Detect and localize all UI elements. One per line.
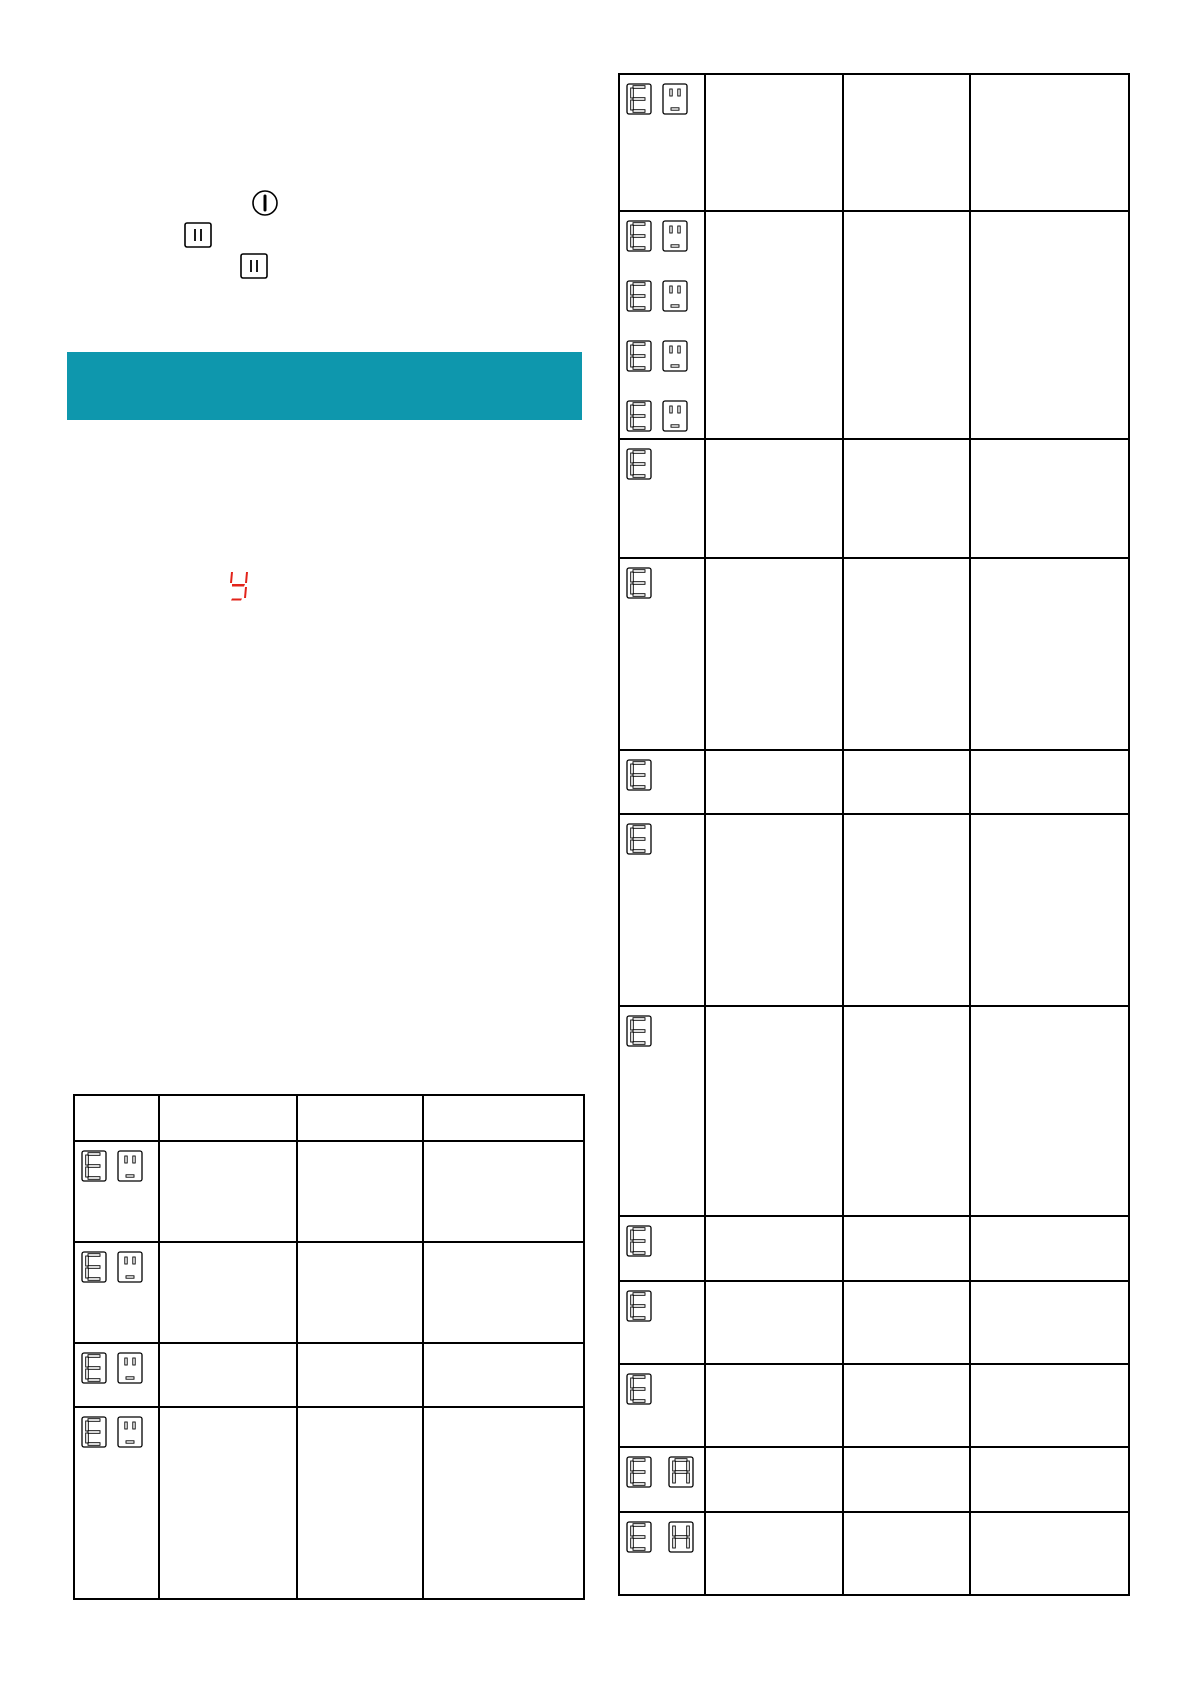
error-code-cell: [619, 211, 705, 439]
reason-cell: [843, 750, 970, 814]
table-row: [619, 74, 1129, 211]
reason-cell: [843, 1216, 970, 1281]
cause-cell: [705, 1364, 843, 1447]
error-code-stack: [620, 751, 704, 791]
error-code-cell: [619, 1216, 705, 1281]
cause-cell: [705, 1216, 843, 1281]
error-code-cell: [619, 439, 705, 558]
error-code-cell: [619, 74, 705, 211]
error-code: [626, 1015, 704, 1047]
error-code: [626, 567, 704, 599]
lcd-e-icon: [626, 567, 652, 599]
cause-cell: [705, 1447, 843, 1512]
pause-icon: [184, 222, 212, 248]
solution-cell: [970, 558, 1129, 750]
error-code: [626, 280, 704, 312]
error-code-cell: [74, 1407, 159, 1599]
header-cell: [423, 1095, 584, 1141]
error-code-cell: [74, 1343, 159, 1407]
cause-cell: [705, 1281, 843, 1364]
solution-cell: [970, 1447, 1129, 1512]
reason-cell: [843, 814, 970, 1006]
table-row: [619, 1512, 1129, 1595]
table-row: [619, 1364, 1129, 1447]
seven-seg-digit-4-icon: [228, 570, 250, 602]
error-code-stack: [620, 1448, 704, 1488]
cause-cell: [705, 74, 843, 211]
error-code: [75, 1243, 158, 1283]
error-code-cell: [619, 1364, 705, 1447]
header-cell: [74, 1095, 159, 1141]
solution-cell: [970, 1006, 1129, 1216]
error-code-cell: [619, 1512, 705, 1595]
solution-cell: [423, 1242, 584, 1343]
table-row: [619, 1006, 1129, 1216]
error-code: [626, 1373, 704, 1405]
table-row: [619, 814, 1129, 1006]
lcd-u-icon: [662, 83, 688, 115]
cause-cell: [159, 1242, 297, 1343]
table-row: [619, 1216, 1129, 1281]
reason-cell: [843, 1447, 970, 1512]
reason-cell: [297, 1141, 423, 1242]
reason-cell: [843, 74, 970, 211]
cause-cell: [705, 558, 843, 750]
error-code: [626, 1456, 704, 1488]
error-code-stack: [620, 1282, 704, 1322]
lcd-e-icon: [626, 1015, 652, 1047]
error-code-cell: [619, 558, 705, 750]
lcd-e-icon: [626, 220, 652, 252]
error-code-cell: [74, 1141, 159, 1242]
cause-cell: [705, 1512, 843, 1595]
lcd-e-icon: [81, 1352, 107, 1384]
solution-cell: [970, 1512, 1129, 1595]
error-code-stack: [620, 1365, 704, 1405]
error-code: [626, 400, 704, 432]
table-header-row: [74, 1095, 584, 1141]
error-code: [626, 340, 704, 372]
reason-cell: [843, 1512, 970, 1595]
lcd-h-icon: [668, 1521, 694, 1553]
lcd-e-icon: [626, 340, 652, 372]
reason-cell: [297, 1242, 423, 1343]
table-row: [74, 1242, 584, 1343]
lcd-e-icon: [626, 1373, 652, 1405]
solution-cell: [970, 1216, 1129, 1281]
lcd-e-icon: [626, 1521, 652, 1553]
reason-cell: [843, 211, 970, 439]
lcd-u-icon: [662, 340, 688, 372]
error-code: [626, 1521, 704, 1553]
error-code-stack: [620, 1007, 704, 1047]
lcd-u-icon: [117, 1150, 143, 1182]
lcd-e-icon: [626, 1225, 652, 1257]
lcd-e-icon: [626, 1290, 652, 1322]
table-row: [619, 558, 1129, 750]
table-row: [619, 1281, 1129, 1364]
table-row: [619, 1447, 1129, 1512]
cause-cell: [159, 1141, 297, 1242]
cause-cell: [159, 1407, 297, 1599]
solution-cell: [970, 439, 1129, 558]
lcd-e-icon: [626, 83, 652, 115]
lcd-e-icon: [626, 280, 652, 312]
lcd-e-icon: [626, 1456, 652, 1488]
lcd-e-icon: [626, 448, 652, 480]
error-code: [75, 1142, 158, 1182]
section-heading-band: [67, 352, 582, 420]
error-code-cell: [619, 814, 705, 1006]
lcd-e-icon: [81, 1416, 107, 1448]
error-code-stack: [620, 1217, 704, 1257]
cause-cell: [705, 439, 843, 558]
reason-cell: [297, 1407, 423, 1599]
table-row: [74, 1343, 584, 1407]
pause-icon: [240, 253, 268, 279]
solution-cell: [423, 1407, 584, 1599]
cause-cell: [705, 1006, 843, 1216]
cause-cell: [705, 750, 843, 814]
solution-cell: [423, 1343, 584, 1407]
lcd-u-icon: [117, 1416, 143, 1448]
error-code-cell: [619, 750, 705, 814]
cause-cell: [705, 211, 843, 439]
error-code: [75, 1408, 158, 1448]
error-code: [626, 448, 704, 480]
solution-cell: [970, 1281, 1129, 1364]
reason-cell: [297, 1343, 423, 1407]
error-table-right: [618, 73, 1130, 1596]
error-code: [626, 823, 704, 855]
cause-cell: [705, 814, 843, 1006]
header-cell: [297, 1095, 423, 1141]
error-code-stack: [620, 815, 704, 855]
solution-cell: [423, 1141, 584, 1242]
lcd-u-icon: [117, 1352, 143, 1384]
table-row: [74, 1141, 584, 1242]
lcd-a-icon: [668, 1456, 694, 1488]
error-code-cell: [74, 1242, 159, 1343]
error-table-left: [73, 1094, 585, 1600]
lcd-u-icon: [117, 1251, 143, 1283]
table-row: [619, 750, 1129, 814]
table-row: [619, 439, 1129, 558]
error-code-stack: [620, 75, 704, 115]
error-code: [626, 220, 704, 252]
cause-cell: [159, 1343, 297, 1407]
reason-cell: [843, 1364, 970, 1447]
lcd-u-icon: [662, 400, 688, 432]
error-code: [626, 1225, 704, 1257]
error-code: [626, 759, 704, 791]
lcd-e-icon: [626, 759, 652, 791]
lcd-e-icon: [81, 1251, 107, 1283]
header-cell: [159, 1095, 297, 1141]
solution-cell: [970, 211, 1129, 439]
error-code: [626, 83, 704, 115]
error-code-cell: [619, 1447, 705, 1512]
lcd-e-icon: [81, 1150, 107, 1182]
solution-cell: [970, 750, 1129, 814]
error-code-stack: [620, 440, 704, 480]
reason-cell: [843, 1006, 970, 1216]
power-icon: [251, 189, 279, 217]
error-code: [626, 1290, 704, 1322]
error-code-stack: [620, 212, 704, 432]
table-row: [619, 211, 1129, 439]
table-row: [74, 1407, 584, 1599]
error-code-cell: [619, 1006, 705, 1216]
lcd-e-icon: [626, 400, 652, 432]
lcd-u-icon: [662, 280, 688, 312]
error-code-cell: [619, 1281, 705, 1364]
error-code-stack: [620, 559, 704, 599]
lcd-u-icon: [662, 220, 688, 252]
error-code-stack: [620, 1513, 704, 1553]
reason-cell: [843, 558, 970, 750]
solution-cell: [970, 814, 1129, 1006]
lcd-e-icon: [626, 823, 652, 855]
solution-cell: [970, 74, 1129, 211]
reason-cell: [843, 1281, 970, 1364]
reason-cell: [843, 439, 970, 558]
solution-cell: [970, 1364, 1129, 1447]
error-code: [75, 1344, 158, 1384]
